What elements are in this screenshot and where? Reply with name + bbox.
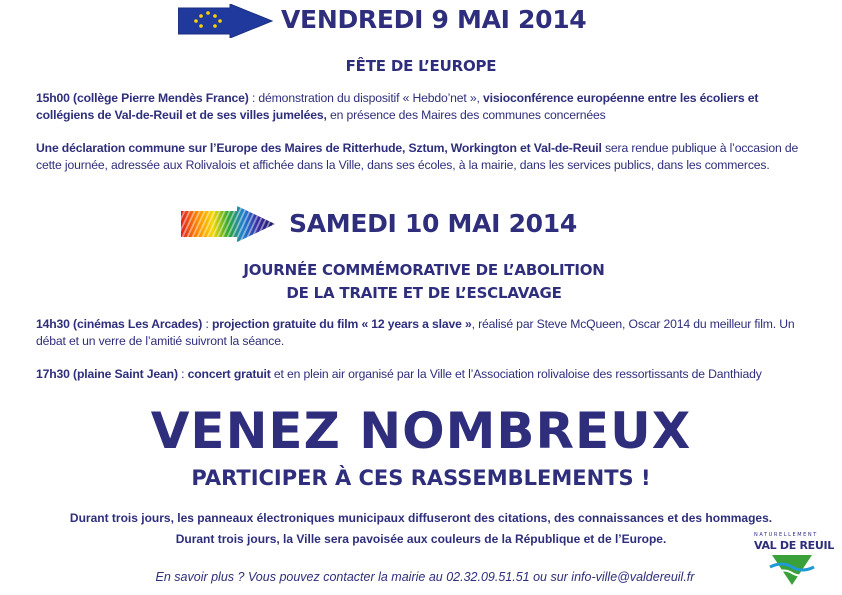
call-headline: VENEZ NOMBREUX xyxy=(150,402,692,460)
note-line-1: Durant trois jours, les panneaux électroniques municipaux diffuseront des citations, des connaissances et des hommages. xyxy=(69,511,773,525)
contact-line: En savoir plus ? Vous pouvez contacter la mairie au 02.32.09.51.51 ou sur info-ville@valdereuil.fr xyxy=(155,570,695,584)
logo-tagline: NATURELLEMENT xyxy=(754,532,818,538)
day1-subtitle: FÊTE DE L’EUROPE xyxy=(345,57,497,75)
call-subline: PARTICIPER À CES RASSEMBLEMENTS ! xyxy=(191,466,651,490)
val-de-reuil-logo xyxy=(752,532,834,592)
rainbow-arrow-icon xyxy=(181,206,277,242)
day2-subtitle-line2: DE LA TRAITE ET DE L’ESCLAVAGE xyxy=(286,284,562,302)
day2-paragraph-2: 17h30 (plaine Saint Jean) : concert gratuit et en plein air organisé par la Ville et l’Association rolivaloise des ressortissants de Danthiady xyxy=(36,367,762,381)
day1-paragraph-1: 15h00 (collège Pierre Mendès France) : démonstration du dispositif « Hebdo’net », visioconférence européenne entre les écoliers et collégiens de Val-de-Reuil et de ses villes jumelées, en présence des Maires des communes concernées xyxy=(36,91,759,122)
day2-title: SAMEDI 10 MAI 2014 xyxy=(289,209,577,238)
day1-p1-time: 15h00 (collège Pierre Mendès France) xyxy=(36,91,249,105)
day2-paragraph-1: 14h30 (cinémas Les Arcades) : projection gratuite du film « 12 years a slave », réalisé par Steve McQueen, Oscar 2014 du meilleur film. Un débat et un verre de l’amitié suivront la séance. xyxy=(36,317,795,348)
day2-subtitle-line1: JOURNÉE COMMÉMORATIVE DE L’ABOLITION xyxy=(243,261,605,279)
logo-emblem-icon xyxy=(766,553,818,587)
note-line-2: Durant trois jours, la Ville sera pavoisée aux couleurs de la République et de l’Europe. xyxy=(175,532,667,546)
day1-paragraph-2: Une déclaration commune sur l’Europe des Maires de Ritterhude, Sztum, Workington et Val-de-Reuil sera rendue publique à l’occasion de cette journée, adressée aux Rolivalois et affichée dans la Ville, dans ses écoles, à la mairie, dans les services publics, dans les commerces. xyxy=(36,141,799,172)
eu-flag-arrow-icon xyxy=(178,4,274,38)
logo-name: VAL DE REUIL xyxy=(754,539,835,552)
day1-title: VENDREDI 9 MAI 2014 xyxy=(281,5,587,34)
